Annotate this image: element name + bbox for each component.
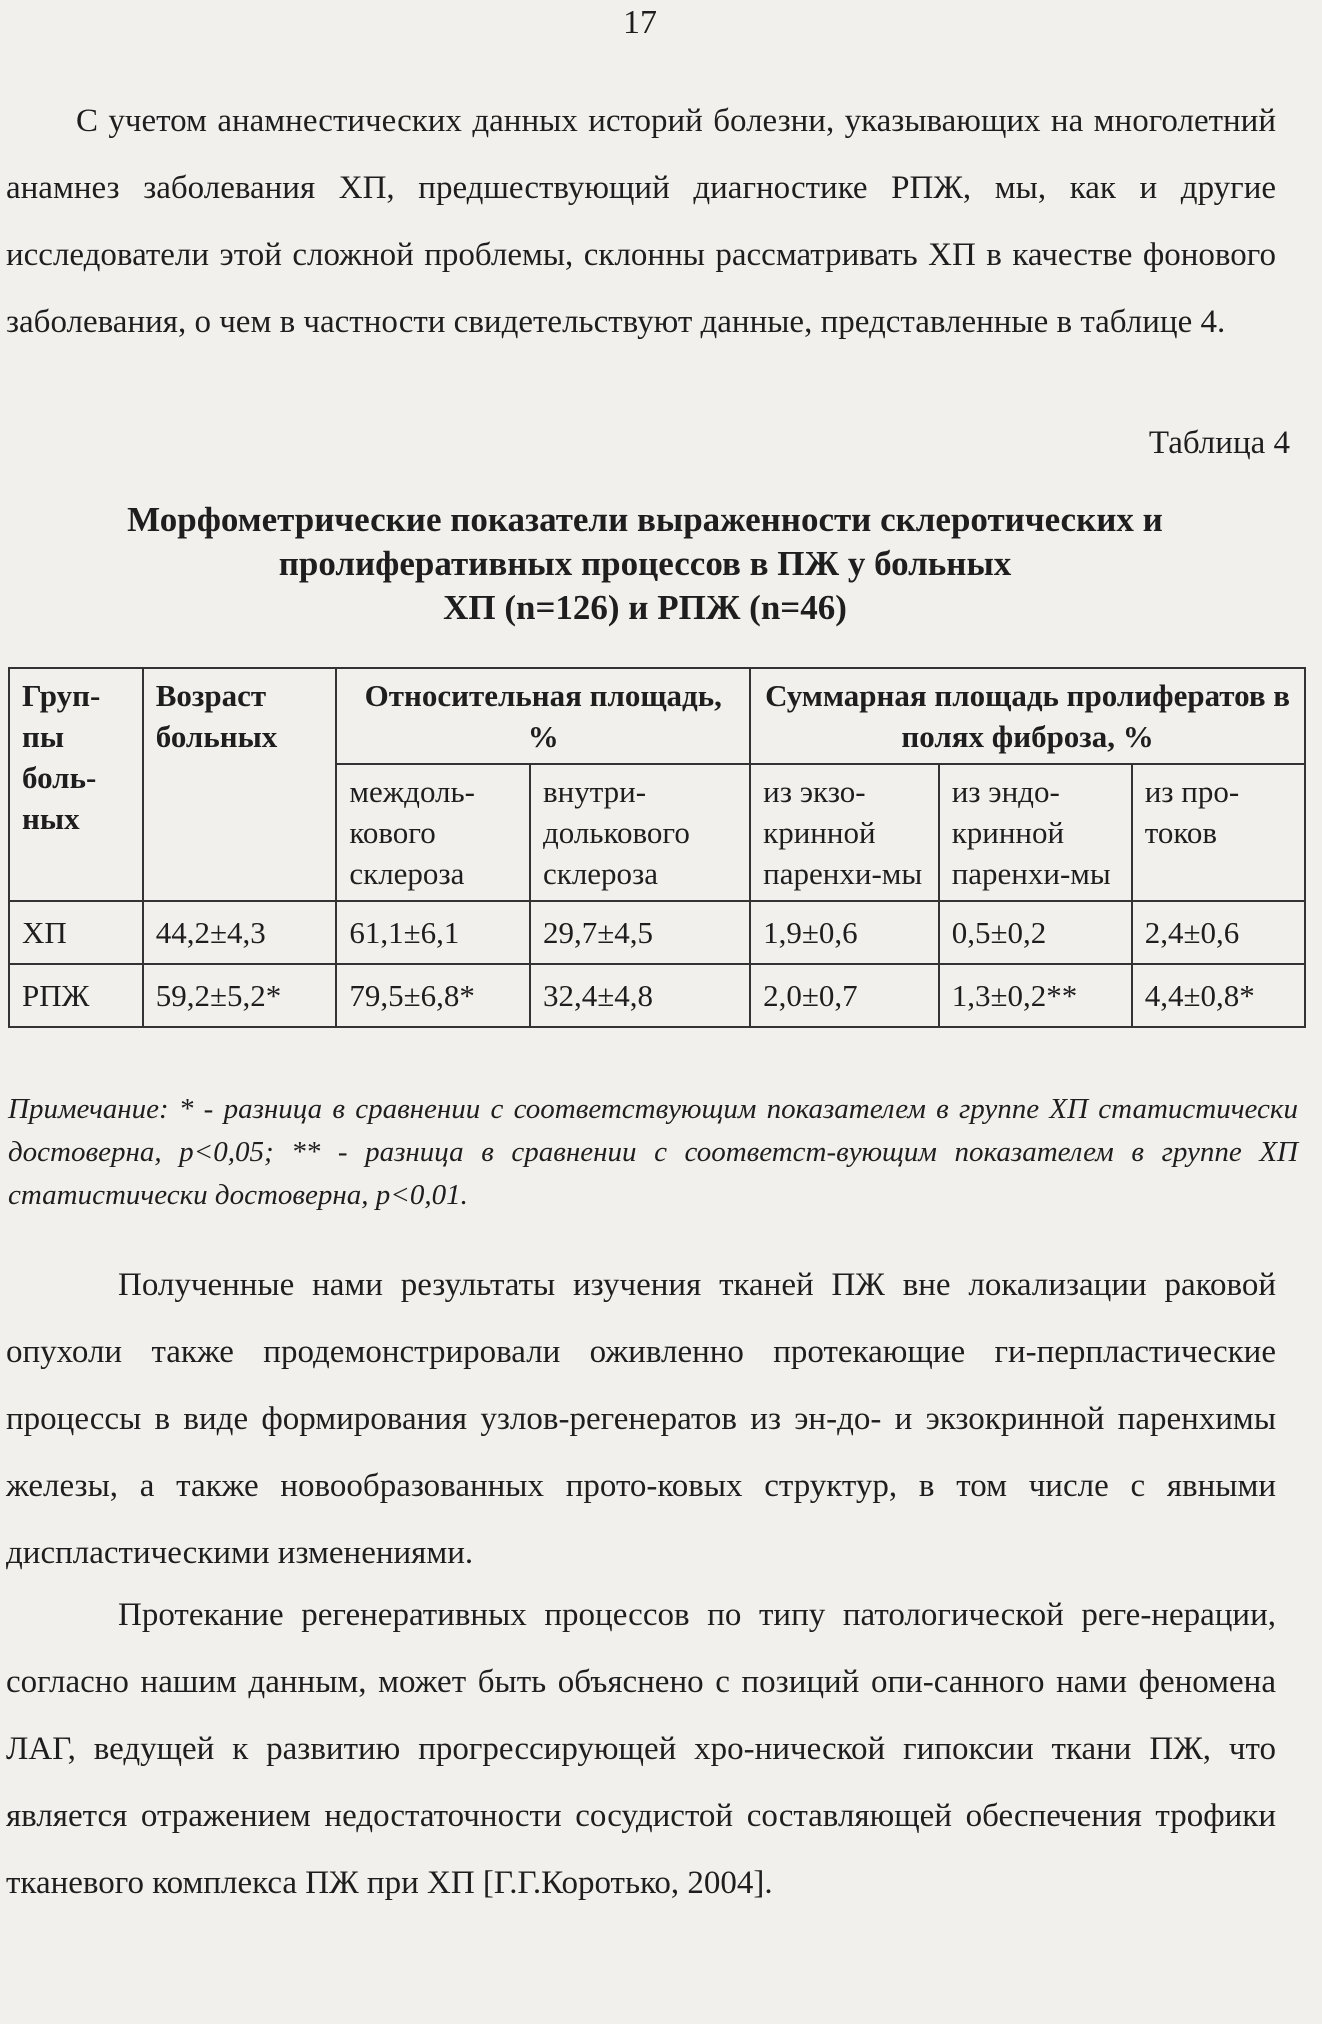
paragraph-results: Полученные нами результаты изучения тканей ПЖ вне локализации раковой опухоли также продемонстрировали оживленно протекающие ги-перпластические процессы в виде формирования узлов-регенератов из эн-до- и экзокринной паренхимы железы, а также новообразованных прото-ковых структур, в том числе с явными диспластическими изменениями. [6, 1267, 1276, 1571]
table-header-row [9, 668, 1305, 764]
cell-exocrine: 2,0±0,7 [750, 964, 939, 1027]
paragraph-intro: С учетом анамнестических данных историй болезни, указывающих на многолетний анамнез заболевания ХП, предшествующий диагностике РПЖ, мы, как и другие исследователи этой сложной проблемы, склонны рассматривать ХП в качестве фонового заболевания, о чем в частности свидетельствуют данные, представленные в таблице 4. [6, 103, 1276, 340]
cell-exocrine: 1,9±0,6 [750, 901, 939, 964]
table-caption: Таблица 4 [1148, 425, 1290, 461]
table-row [9, 964, 1305, 1027]
subheader-ducts: из про-токов [1132, 764, 1305, 901]
table-row [9, 901, 1305, 964]
subheader-interlobular: междоль-кового склероза [336, 764, 530, 901]
cell-ducts: 4,4±0,8* [1132, 964, 1305, 1027]
cell-interlobular: 61,1±6,1 [336, 901, 530, 964]
table-title [30, 498, 1260, 630]
header-relative-area: Относительная площадь, % [336, 668, 750, 764]
header-groups: Груп-пы боль-ных [9, 668, 143, 901]
cell-ducts: 2,4±0,6 [1132, 901, 1305, 964]
cell-endocrine: 1,3±0,2** [939, 964, 1132, 1027]
cell-intralobular: 32,4±4,8 [530, 964, 750, 1027]
subheader-intralobular: внутри-долькового склероза [530, 764, 750, 901]
cell-group: ХП [9, 901, 143, 964]
cell-interlobular: 79,5±6,8* [336, 964, 530, 1027]
cell-age: 44,2±4,3 [143, 901, 337, 964]
table-note: Примечание: * - разница в сравнении с соответствующим показателем в группе ХП статистически достоверна, p<0,05; ** - разница в сравнении с соответст-вующим показателем в группе ХП статистически достоверна, p<0,01. [8, 1093, 1298, 1211]
cell-endocrine: 0,5±0,2 [939, 901, 1132, 964]
cell-age: 59,2±5,2* [143, 964, 337, 1027]
header-age: Возраст больных [143, 668, 337, 901]
table-title-line2: пролиферативных процессов в ПЖ у больных [278, 544, 1012, 583]
morphometry-table [8, 667, 1306, 1028]
header-total-area: Суммарная площадь пролифератов в полях фиброза, % [750, 668, 1305, 764]
subheader-endocrine: из эндо-кринной паренхи-мы [939, 764, 1132, 901]
table-title-line3: ХП (n=126) и РПЖ (n=46) [443, 588, 847, 627]
subheader-exocrine: из экзо-кринной паренхи-мы [750, 764, 939, 901]
table-title-line1: Морфометрические показатели выраженности склеротических и [127, 500, 1163, 539]
paragraph-regeneration: Протекание регенеративных процессов по типу патологической реге-нерации, согласно нашим данным, может быть объяснено с позиций опи-санного нами феномена ЛАГ, ведущей к развитию прогрессирующей хро-нической гипоксии ткани ПЖ, что является отражением недостаточности сосудистой составляющей обеспечения трофики тканевого комплекса ПЖ при ХП [Г.Г.Коротько, 2004]. [6, 1597, 1276, 1901]
page-number: 17 [623, 4, 657, 41]
cell-group: РПЖ [9, 964, 143, 1027]
cell-intralobular: 29,7±4,5 [530, 901, 750, 964]
